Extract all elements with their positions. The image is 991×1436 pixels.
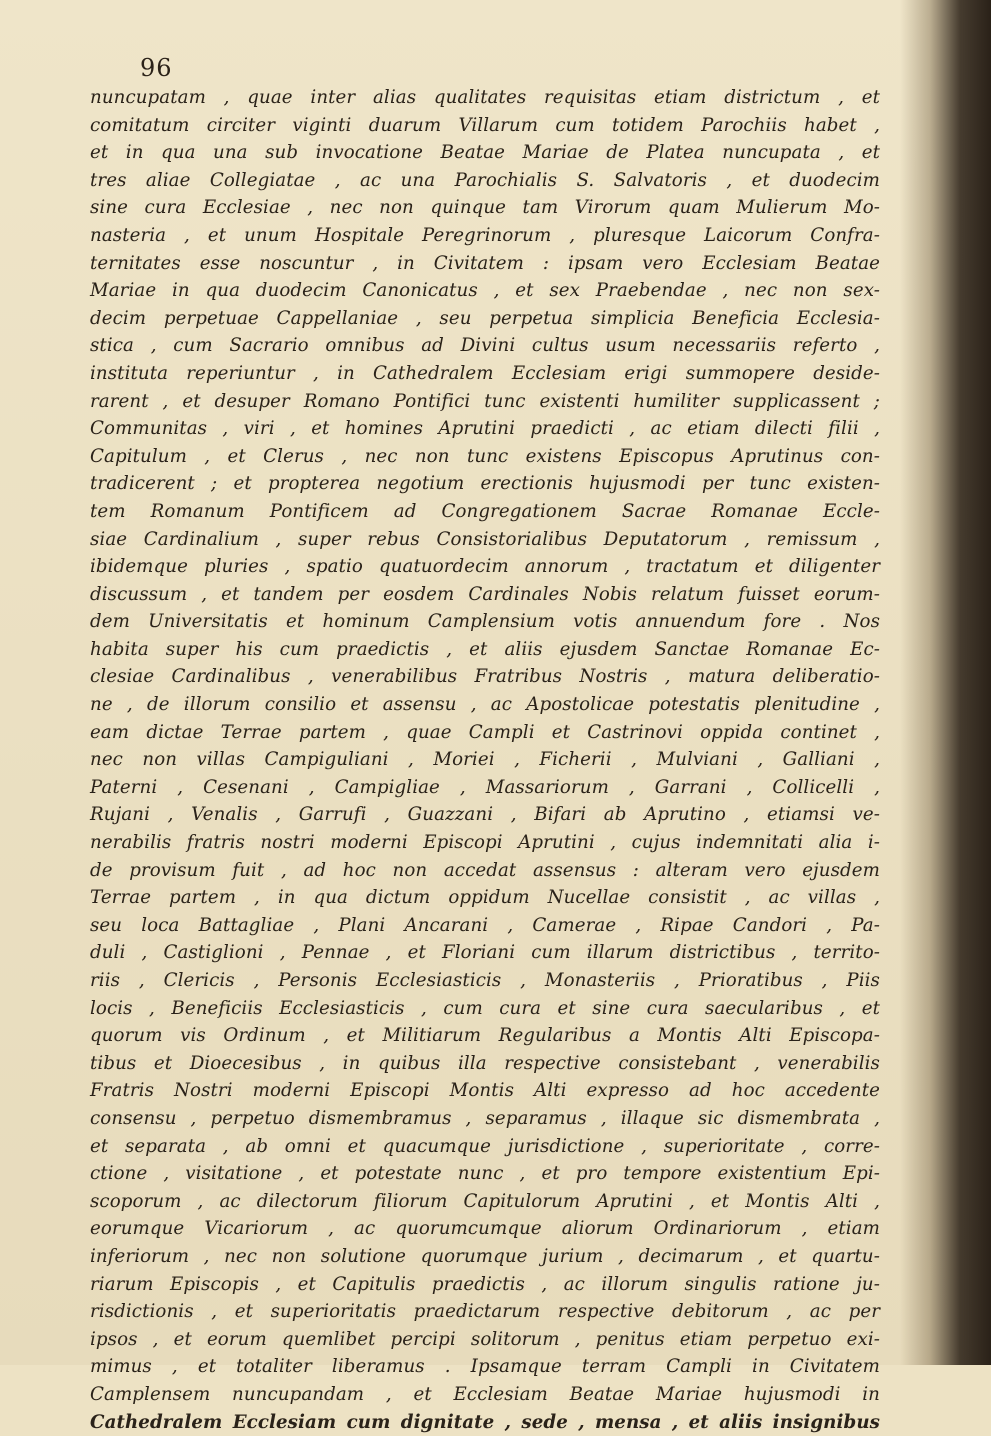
text-line: eorumque Vicariorum , ac quorumcumque aliorum Ordinariorum , etiam: [90, 1215, 880, 1243]
text-line: de provisum fuit , ad hoc non accedat assensus : alteram vero ejusdem: [90, 857, 880, 885]
text-line: stica , cum Sacrario omnibus ad Divini cultus usum necessariis referto ,: [90, 332, 880, 360]
text-line: et separata , ab omni et quacumque jurisdictione , superioritate , corre-: [90, 1133, 880, 1161]
text-line: nuncupatam , quae inter alias qualitates requisitas etiam districtum , et: [90, 84, 880, 112]
text-line: rarent , et desuper Romano Pontifici tunc existenti humiliter supplicassent ;: [90, 388, 880, 416]
text-line: mimus , et totaliter liberamus . Ipsamque terram Campli in Civitatem: [90, 1353, 880, 1381]
text-line: tres aliae Collegiatae , ac una Parochialis S. Salvatoris , et duodecim: [90, 167, 880, 195]
text-line: dem Universitatis et hominum Camplensium votis annuendum fore . Nos: [90, 608, 880, 636]
text-line: tradicerent ; et propterea negotium erectionis hujusmodi per tunc existen-: [90, 470, 880, 498]
text-line: riarum Episcopis , et Capitulis praedictis , ac illorum singulis ratione ju-: [90, 1271, 880, 1299]
text-line: comitatum circiter viginti duarum Villarum cum totidem Parochiis habet ,: [90, 112, 880, 140]
text-line: Capitulum , et Clerus , nec non tunc existens Episcopus Aprutinus con-: [90, 443, 880, 471]
text-line: ipsos , et eorum quemlibet percipi solitorum , penitus etiam perpetuo exi-: [90, 1326, 880, 1354]
text-line: ibidemque pluries , spatio quatuordecim annorum , tractatum et diligenter: [90, 553, 880, 581]
text-line: riis , Clericis , Personis Ecclesiasticis , Monasteriis , Prioratibus , Piis: [90, 967, 880, 995]
text-line: discussum , et tandem per eosdem Cardinales Nobis relatum fuisset eorum-: [90, 581, 880, 609]
text-line: ctione , visitatione , et potestate nunc , et pro tempore existentium Epi-: [90, 1160, 880, 1188]
text-line: tem Romanum Pontificem ad Congregationem Sacrae Romanae Eccle-: [90, 498, 880, 526]
text-line: consensu , perpetuo dismembramus , separamus , illaque sic dismembrata ,: [90, 1105, 880, 1133]
text-line: Terrae partem , in qua dictum oppidum Nucellae consistit , ac villas ,: [90, 884, 880, 912]
text-line: seu loca Battagliae , Plani Ancarani , Camerae , Ripae Candori , Pa-: [90, 912, 880, 940]
text-line: nec non villas Campiguliani , Moriei , Ficherii , Mulviani , Galliani ,: [90, 746, 880, 774]
text-line: locis , Beneficiis Ecclesiasticis , cum cura et sine cura saecularibus , et: [90, 995, 880, 1023]
page-number: 96: [140, 54, 173, 82]
text-line: Mariae in qua duodecim Canonicatus , et sex Praebendae , nec non sex-: [90, 277, 880, 305]
text-line: Cathedralem Ecclesiam cum dignitate , sede , mensa , et aliis insignibus: [90, 1409, 880, 1436]
text-line: risdictionis , et superioritatis praedictarum respective debitorum , ac per: [90, 1298, 880, 1326]
text-line: duli , Castiglioni , Pennae , et Floriani cum illarum districtibus , territo-: [90, 939, 880, 967]
text-line: nasteria , et unum Hospitale Peregrinorum , pluresque Laicorum Confra-: [90, 222, 880, 250]
text-line: decim perpetuae Cappellaniae , seu perpetua simplicia Beneficia Ecclesia-: [90, 305, 880, 333]
text-line: inferiorum , nec non solutione quorumque jurium , decimarum , et quartu-: [90, 1243, 880, 1271]
text-line: scoporum , ac dilectorum filiorum Capitulorum Aprutini , et Montis Alti ,: [90, 1188, 880, 1216]
text-line: tibus et Dioecesibus , in quibus illa respective consistebant , venerabilis: [90, 1050, 880, 1078]
text-line: Paterni , Cesenani , Campigliae , Massariorum , Garrani , Collicelli ,: [90, 774, 880, 802]
text-line: Rujani , Venalis , Garrufi , Guazzani , Bifari ab Aprutino , etiamsi ve-: [90, 801, 880, 829]
text-line: quorum vis Ordinum , et Militiarum Regularibus a Montis Alti Episcopa-: [90, 1022, 880, 1050]
text-line: clesiae Cardinalibus , venerabilibus Fratribus Nostris , matura deliberatio-: [90, 663, 880, 691]
text-line: Fratris Nostri moderni Episcopi Montis Alti expresso ad hoc accedente: [90, 1077, 880, 1105]
text-line: ne , de illorum consilio et assensu , ac Apostolicae potestatis plenitudine ,: [90, 691, 880, 719]
text-body: [90, 84, 880, 1436]
text-line: sine cura Ecclesiae , nec non quinque tam Virorum quam Mulierum Mo-: [90, 194, 880, 222]
text-line: ternitates esse noscuntur , in Civitatem : ipsam vero Ecclesiam Beatae: [90, 250, 880, 278]
text-line: eam dictae Terrae partem , quae Campli et Castrinovi oppida continet ,: [90, 719, 880, 747]
text-line: et in qua una sub invocatione Beatae Mariae de Platea nuncupata , et: [90, 139, 880, 167]
text-line: siae Cardinalium , super rebus Consistorialibus Deputatorum , remissum ,: [90, 526, 880, 554]
text-line: habita super his cum praedictis , et aliis ejusdem Sanctae Romanae Ec-: [90, 636, 880, 664]
text-line: nerabilis fratris nostri moderni Episcopi Aprutini , cujus indemnitati alia i-: [90, 829, 880, 857]
text-line: Communitas , viri , et homines Aprutini praedicti , ac etiam dilecti filii ,: [90, 415, 880, 443]
text-line: Camplensem nuncupandam , et Ecclesiam Beatae Mariae hujusmodi in: [90, 1381, 880, 1409]
text-line: instituta reperiuntur , in Cathedralem Ecclesiam erigi summopere deside-: [90, 360, 880, 388]
